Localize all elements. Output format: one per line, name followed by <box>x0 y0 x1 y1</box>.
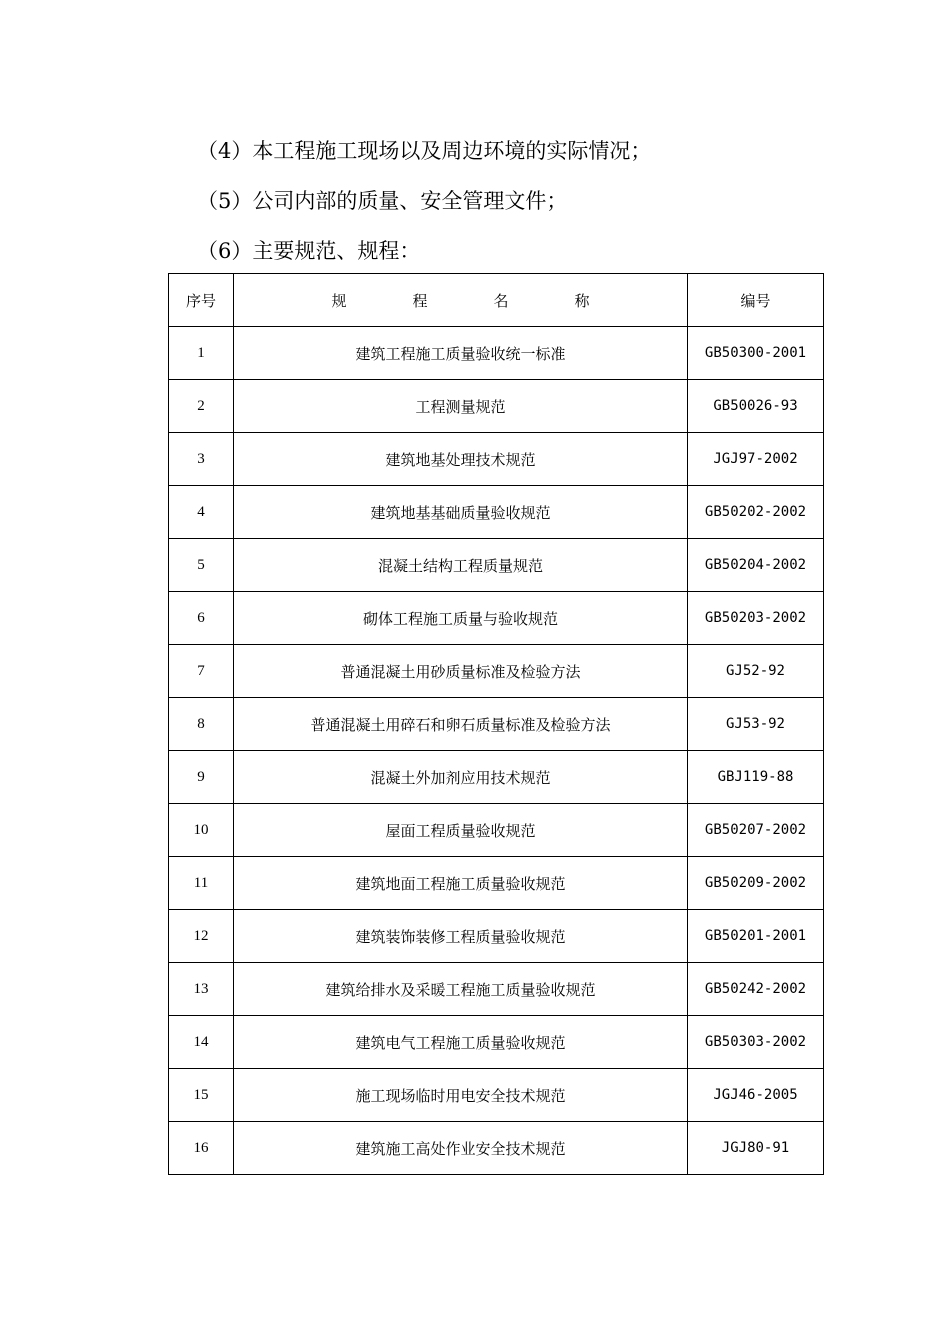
row-index: 14 <box>169 1016 234 1069</box>
row-code: JGJ80-91 <box>688 1122 824 1175</box>
row-code: GB50207-2002 <box>688 804 824 857</box>
row-index: 4 <box>169 486 234 539</box>
row-name: 建筑工程施工质量验收统一标准 <box>234 327 688 380</box>
row-name: 砌体工程施工质量与验收规范 <box>234 592 688 645</box>
table-row <box>169 751 824 804</box>
row-code: GB50300-2001 <box>688 327 824 380</box>
row-index: 6 <box>169 592 234 645</box>
row-code: GJ53-92 <box>688 698 824 751</box>
row-code: GB50204-2002 <box>688 539 824 592</box>
header-name-char: 程 <box>412 291 428 310</box>
row-index: 2 <box>169 380 234 433</box>
table-row <box>169 1122 824 1175</box>
table-row <box>169 1069 824 1122</box>
row-name: 混凝土结构工程质量规范 <box>234 539 688 592</box>
header-name <box>234 274 688 327</box>
row-index: 5 <box>169 539 234 592</box>
header-name-char: 规 <box>331 291 347 310</box>
header-index: 序号 <box>169 274 234 327</box>
row-name: 工程测量规范 <box>234 380 688 433</box>
row-code: JGJ97-2002 <box>688 433 824 486</box>
row-name: 屋面工程质量验收规范 <box>234 804 688 857</box>
paragraph-item-4: （4）本工程施工现场以及周边环境的实际情况； <box>197 139 652 163</box>
row-name: 建筑装饰装修工程质量验收规范 <box>234 910 688 963</box>
table-row <box>169 804 824 857</box>
row-index: 7 <box>169 645 234 698</box>
standards-table <box>168 273 824 1175</box>
table-row <box>169 592 824 645</box>
row-code: GBJ119-88 <box>688 751 824 804</box>
row-code: GB50201-2001 <box>688 910 824 963</box>
row-code: GB50303-2002 <box>688 1016 824 1069</box>
row-name: 施工现场临时用电安全技术规范 <box>234 1069 688 1122</box>
header-name-char: 名 <box>493 291 509 310</box>
row-code: GB50242-2002 <box>688 963 824 1016</box>
row-code: JGJ46-2005 <box>688 1069 824 1122</box>
table-row <box>169 963 824 1016</box>
table-row <box>169 857 824 910</box>
row-name: 建筑地基基础质量验收规范 <box>234 486 688 539</box>
row-code: GJ52-92 <box>688 645 824 698</box>
row-code: GB50203-2002 <box>688 592 824 645</box>
row-code: GB50026-93 <box>688 380 824 433</box>
row-index: 13 <box>169 963 234 1016</box>
table-row <box>169 433 824 486</box>
table-body <box>169 327 824 1175</box>
row-index: 3 <box>169 433 234 486</box>
header-code: 编号 <box>688 274 824 327</box>
table-row <box>169 380 824 433</box>
table-row <box>169 910 824 963</box>
row-name: 混凝土外加剂应用技术规范 <box>234 751 688 804</box>
row-index: 12 <box>169 910 234 963</box>
row-name: 建筑地基处理技术规范 <box>234 433 688 486</box>
row-index: 16 <box>169 1122 234 1175</box>
row-name: 建筑地面工程施工质量验收规范 <box>234 857 688 910</box>
row-index: 15 <box>169 1069 234 1122</box>
table-header-row <box>169 274 824 327</box>
table-row <box>169 645 824 698</box>
row-index: 8 <box>169 698 234 751</box>
table-row <box>169 698 824 751</box>
paragraph-item-5: （5）公司内部的质量、安全管理文件； <box>197 189 568 213</box>
row-index: 1 <box>169 327 234 380</box>
row-code: GB50202-2002 <box>688 486 824 539</box>
row-index: 9 <box>169 751 234 804</box>
row-name: 普通混凝土用碎石和卵石质量标准及检验方法 <box>234 698 688 751</box>
row-name: 普通混凝土用砂质量标准及检验方法 <box>234 645 688 698</box>
paragraph-item-6: （6）主要规范、规程： <box>197 239 421 263</box>
header-name-char: 称 <box>574 291 590 310</box>
table-row <box>169 486 824 539</box>
row-index: 10 <box>169 804 234 857</box>
table-row <box>169 1016 824 1069</box>
row-code: GB50209-2002 <box>688 857 824 910</box>
table-row <box>169 327 824 380</box>
table-row <box>169 539 824 592</box>
row-index: 11 <box>169 857 234 910</box>
row-name: 建筑电气工程施工质量验收规范 <box>234 1016 688 1069</box>
row-name: 建筑施工高处作业安全技术规范 <box>234 1122 688 1175</box>
row-name: 建筑给排水及采暖工程施工质量验收规范 <box>234 963 688 1016</box>
